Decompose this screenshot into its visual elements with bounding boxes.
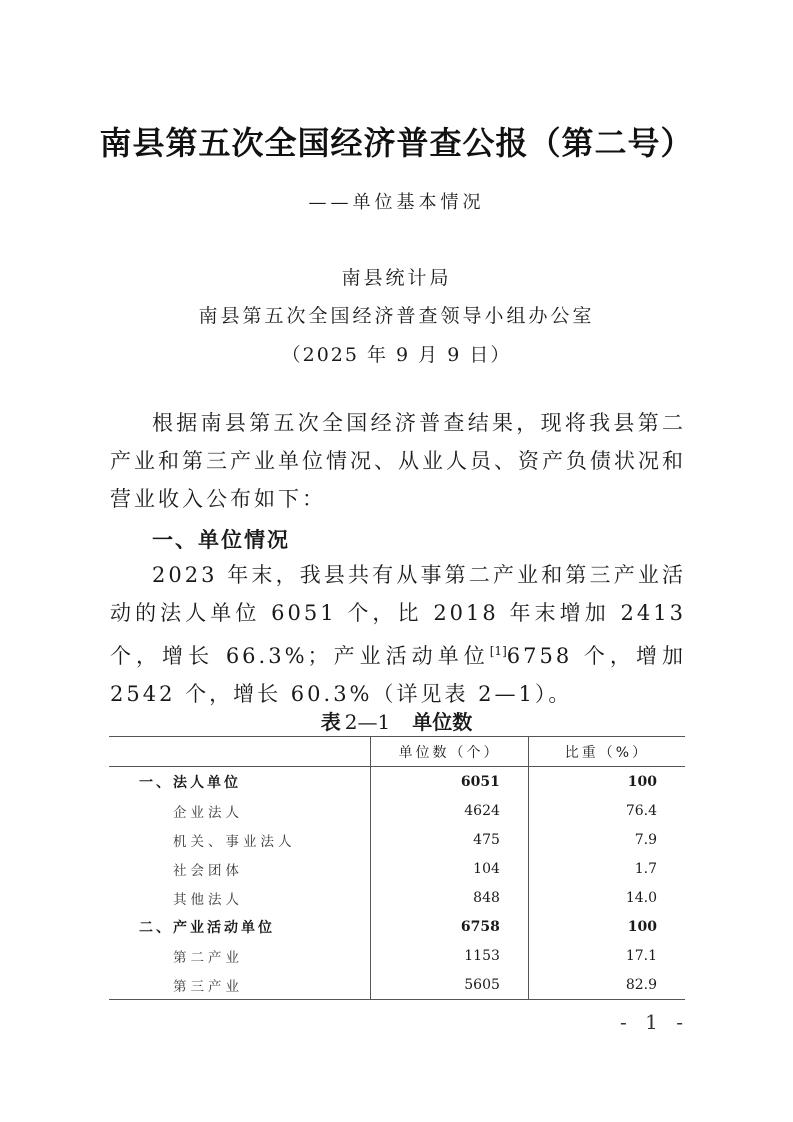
table-caption: [0, 706, 793, 735]
issuer-bureau: 南县统计局: [341, 267, 452, 289]
section-paragraph: [110, 556, 686, 713]
row-label: 机关、事业法人: [173, 833, 296, 850]
row-count: 848: [371, 883, 529, 912]
table-row: [109, 767, 685, 797]
paragraph-text-part2: 6758 个，增加 2542 个，增长 60.3%（详见表 2—1）。: [110, 644, 686, 706]
row-label: 二、产业活动单位: [139, 919, 275, 936]
table-caption-title: 单位数: [412, 710, 473, 734]
row-label: 第三产业: [173, 978, 243, 995]
row-share: 82.9: [625, 976, 657, 993]
issuer-office: 南县第五次全国经济普查领导小组办公室: [198, 305, 595, 327]
issue-date: （2025 年 9 月 9 日）: [281, 344, 512, 366]
table-row: [109, 883, 685, 912]
intro-paragraph: 根据南县第五次全国经济普查结果，现将我县第二产业和第三产业单位情况、从业人员、资产负债状况和营业收入公布如下：: [110, 411, 686, 511]
row-count: 475: [371, 825, 529, 854]
header-share: 比重（%）: [564, 744, 650, 761]
row-count: 5605: [371, 970, 529, 1000]
bulletin-title: 南县第五次全国经济普查公报（第二号）: [99, 124, 694, 162]
row-count: 4624: [371, 796, 529, 825]
header-count: 单位数（个）: [371, 737, 529, 767]
row-count: 6758: [371, 912, 529, 941]
page-number: - 1 -: [620, 1010, 689, 1034]
row-share: 7.9: [634, 831, 657, 848]
table-row: [109, 912, 685, 941]
table-row: [109, 941, 685, 970]
row-share: 14.0: [625, 889, 657, 906]
table-header-row: [109, 737, 685, 767]
row-count: 1153: [371, 941, 529, 970]
row-share: 100: [627, 918, 657, 935]
header-label: [109, 737, 371, 767]
row-label: 其他法人: [173, 891, 243, 908]
table-row: [109, 970, 685, 1000]
section-heading: 一、单位情况: [152, 528, 290, 552]
row-share: 76.4: [625, 802, 657, 819]
unit-count-table: [109, 736, 685, 1000]
table-row: [109, 796, 685, 825]
row-label: 一、法人单位: [139, 774, 241, 791]
row-label: 社会团体: [173, 862, 243, 879]
paragraph-text-part1: 2023 年末，我县共有从事第二产业和第三产业活动的法人单位 6051 个，比 2018 年末增加 2413 个，增长 66.3%；产业活动单位: [110, 563, 686, 668]
bulletin-subtitle: ——单位基本情况: [308, 192, 485, 213]
table-caption-prefix: 表: [320, 710, 341, 734]
row-share: 1.7: [634, 860, 657, 877]
row-label: 企业法人: [173, 804, 243, 821]
row-count: 6051: [371, 767, 529, 797]
row-label: 第二产业: [173, 949, 243, 966]
table-caption-number: 2—1: [344, 710, 391, 734]
row-share: 17.1: [625, 947, 657, 964]
row-share: 100: [627, 773, 657, 790]
table-row: [109, 854, 685, 883]
table-row: [109, 825, 685, 854]
footnote-marker[interactable]: [1]: [489, 644, 507, 658]
row-count: 104: [371, 854, 529, 883]
